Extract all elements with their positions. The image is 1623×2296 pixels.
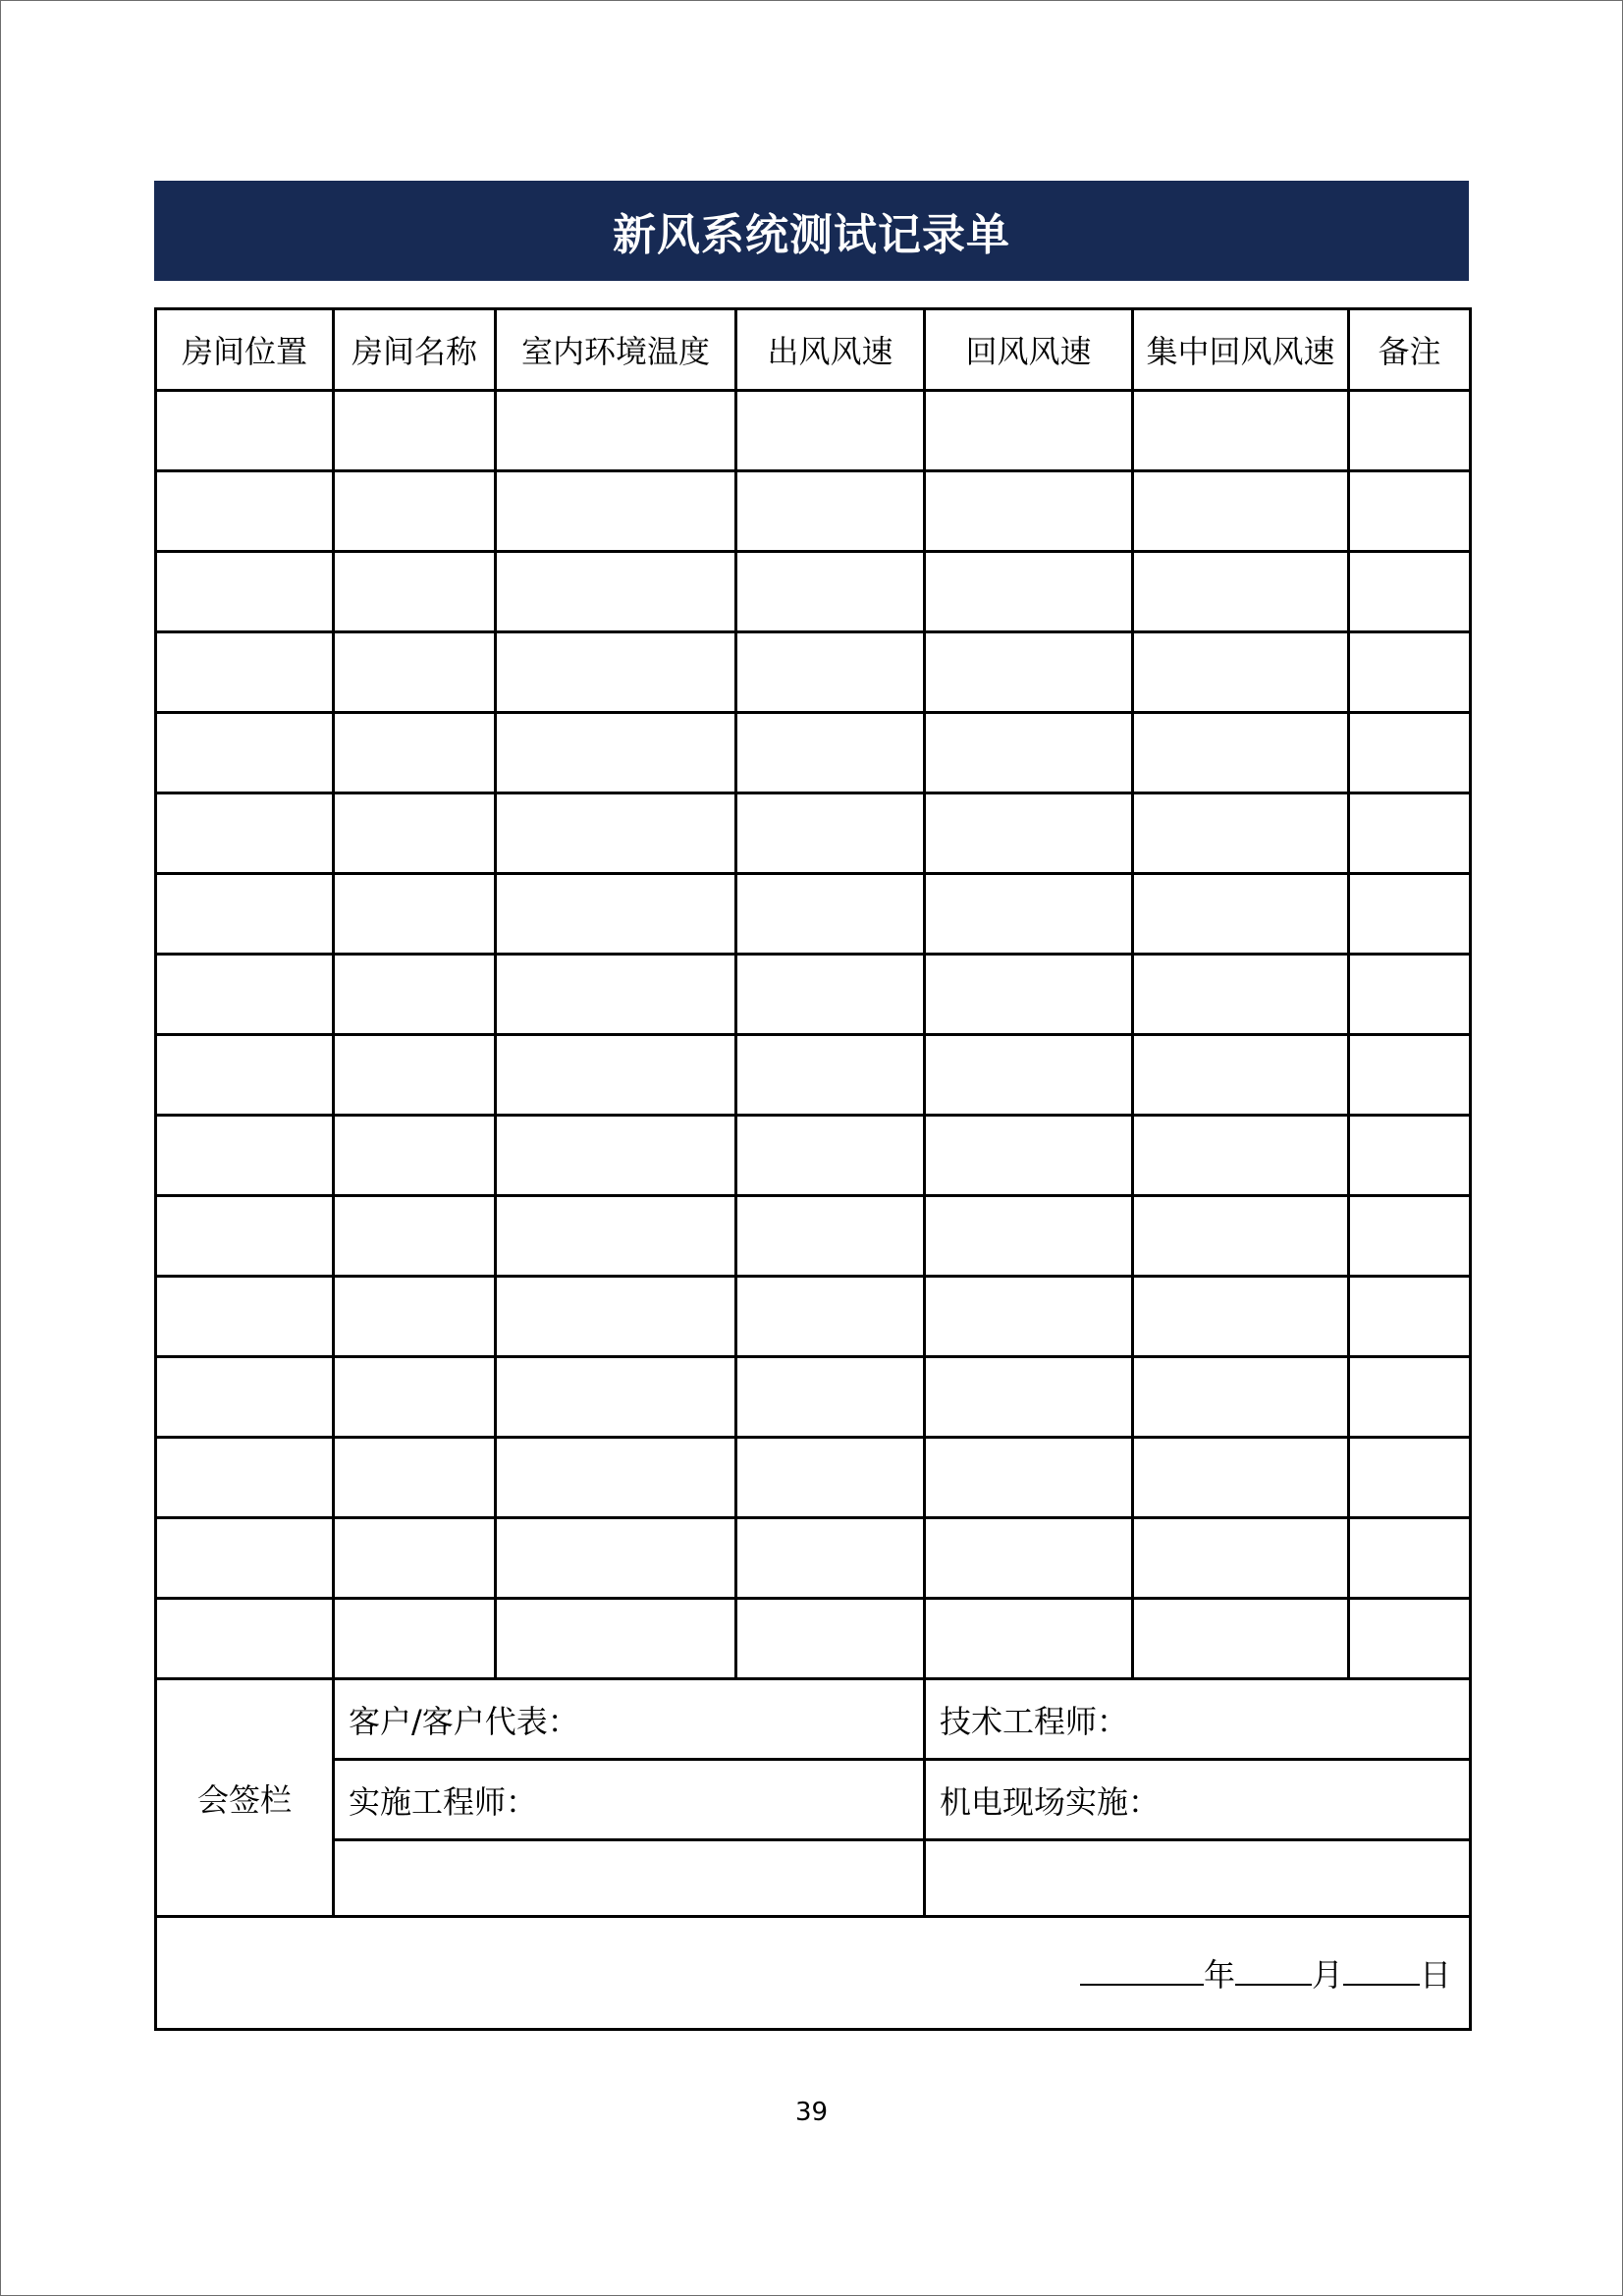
table-cell-return-air-speed[interactable] [925, 1035, 1133, 1116]
date-cell [156, 1917, 1471, 2030]
table-cell-room-name[interactable] [334, 955, 496, 1035]
table-cell-room-location[interactable] [156, 1196, 334, 1277]
table-row [156, 1035, 1471, 1116]
table-cell-room-name[interactable] [334, 552, 496, 632]
table-cell-room-name[interactable] [334, 1599, 496, 1679]
table-cell-supply-air-speed[interactable] [736, 793, 925, 874]
tech-engineer-signature-field[interactable]: 技术工程师： [925, 1679, 1471, 1760]
table-cell-indoor-temperature[interactable] [496, 1277, 736, 1357]
table-cell-indoor-temperature[interactable] [496, 955, 736, 1035]
table-cell-supply-air-speed[interactable] [736, 471, 925, 552]
table-row [156, 874, 1471, 955]
table-cell-room-location[interactable] [156, 793, 334, 874]
table-row [156, 391, 1471, 471]
document-title: 新风系统测试记录单 [613, 210, 1010, 260]
table-cell-central-return-air-speed[interactable] [1133, 1518, 1349, 1599]
header-row [156, 309, 1471, 391]
date-row [156, 1917, 1471, 2030]
table-cell-indoor-temperature[interactable] [496, 1035, 736, 1116]
title-banner [154, 181, 1469, 281]
table-cell-return-air-speed[interactable] [925, 391, 1133, 471]
day-blank[interactable] [1343, 1952, 1420, 1986]
table-row [156, 955, 1471, 1035]
table-cell-remarks[interactable] [1349, 1357, 1471, 1438]
table-cell-central-return-air-speed[interactable] [1133, 874, 1349, 955]
column-header-remarks: 备注 [1349, 309, 1471, 391]
table-cell-central-return-air-speed[interactable] [1133, 1357, 1349, 1438]
table-cell-central-return-air-speed[interactable] [1133, 955, 1349, 1035]
table-cell-indoor-temperature[interactable] [496, 391, 736, 471]
table-cell-supply-air-speed[interactable] [736, 391, 925, 471]
table-cell-remarks[interactable] [1349, 955, 1471, 1035]
table-cell-supply-air-speed[interactable] [736, 1599, 925, 1679]
signoff-row-2 [156, 1760, 1471, 1840]
table-cell-remarks[interactable] [1349, 1196, 1471, 1277]
table-cell-indoor-temperature[interactable] [496, 713, 736, 793]
table-cell-room-location[interactable] [156, 713, 334, 793]
table-cell-supply-air-speed[interactable] [736, 632, 925, 713]
table-row [156, 713, 1471, 793]
table-cell-room-location[interactable] [156, 1116, 334, 1196]
table-row [156, 632, 1471, 713]
table-cell-central-return-air-speed[interactable] [1133, 1196, 1349, 1277]
table-row [156, 1277, 1471, 1357]
table-cell-return-air-speed[interactable] [925, 552, 1133, 632]
table-cell-central-return-air-speed[interactable] [1133, 471, 1349, 552]
table-cell-return-air-speed[interactable] [925, 1438, 1133, 1518]
table-cell-remarks[interactable] [1349, 632, 1471, 713]
table-cell-indoor-temperature[interactable] [496, 793, 736, 874]
signoff-label: 会签栏 [156, 1679, 334, 1917]
table-row [156, 552, 1471, 632]
table-cell-room-name[interactable] [334, 1196, 496, 1277]
table-cell-return-air-speed[interactable] [925, 955, 1133, 1035]
table-cell-remarks[interactable] [1349, 1277, 1471, 1357]
table-cell-central-return-air-speed[interactable] [1133, 1116, 1349, 1196]
column-header-indoor-temperature: 室内环境温度 [496, 309, 736, 391]
table-cell-central-return-air-speed[interactable] [1133, 391, 1349, 471]
table-cell-room-location[interactable] [156, 391, 334, 471]
table-cell-room-location[interactable] [156, 955, 334, 1035]
day-label: 日 [1419, 1956, 1451, 1994]
table-cell-room-name[interactable] [334, 1116, 496, 1196]
table-cell-supply-air-speed[interactable] [736, 552, 925, 632]
implementation-engineer-signature-field[interactable]: 实施工程师： [334, 1760, 925, 1840]
table-cell-remarks[interactable] [1349, 1035, 1471, 1116]
table-cell-room-location[interactable] [156, 552, 334, 632]
table-cell-indoor-temperature[interactable] [496, 552, 736, 632]
column-header-central-return-air-speed: 集中回风风速 [1133, 309, 1349, 391]
table-cell-return-air-speed[interactable] [925, 1599, 1133, 1679]
table-row [156, 1116, 1471, 1196]
table-cell-indoor-temperature[interactable] [496, 632, 736, 713]
customer-signature-field[interactable]: 客户/客户代表： [334, 1679, 925, 1760]
table-cell-remarks[interactable] [1349, 793, 1471, 874]
table-cell-room-location[interactable] [156, 874, 334, 955]
table-cell-central-return-air-speed[interactable] [1133, 1438, 1349, 1518]
table-row [156, 1438, 1471, 1518]
signoff-blank-left[interactable] [334, 1840, 925, 1917]
table-cell-remarks[interactable] [1349, 391, 1471, 471]
table-cell-central-return-air-speed[interactable] [1133, 1035, 1349, 1116]
table-cell-remarks[interactable] [1349, 1116, 1471, 1196]
column-header-room-name: 房间名称 [334, 309, 496, 391]
month-blank[interactable] [1235, 1952, 1312, 1986]
column-header-supply-air-speed: 出风风速 [736, 309, 925, 391]
table-cell-indoor-temperature[interactable] [496, 1116, 736, 1196]
table-cell-central-return-air-speed[interactable] [1133, 1277, 1349, 1357]
table-cell-room-location[interactable] [156, 471, 334, 552]
data-rows [156, 391, 1471, 1679]
table-row [156, 1599, 1471, 1679]
table-cell-room-name[interactable] [334, 793, 496, 874]
table-cell-indoor-temperature[interactable] [496, 1518, 736, 1599]
table-cell-room-name[interactable] [334, 632, 496, 713]
table-cell-room-name[interactable] [334, 1438, 496, 1518]
table-cell-return-air-speed[interactable] [925, 632, 1133, 713]
table-cell-supply-air-speed[interactable] [736, 1277, 925, 1357]
table-cell-remarks[interactable] [1349, 1438, 1471, 1518]
table-cell-room-location[interactable] [156, 1438, 334, 1518]
signoff-row-1 [156, 1679, 1471, 1760]
table-cell-remarks[interactable] [1349, 471, 1471, 552]
table-cell-return-air-speed[interactable] [925, 1196, 1133, 1277]
table-cell-return-air-speed[interactable] [925, 1357, 1133, 1438]
column-header-room-location: 房间位置 [156, 309, 334, 391]
table-cell-remarks[interactable] [1349, 1599, 1471, 1679]
table-cell-central-return-air-speed[interactable] [1133, 632, 1349, 713]
table-cell-room-location[interactable] [156, 1277, 334, 1357]
table-row [156, 1357, 1471, 1438]
page-number: 39 [794, 2098, 829, 2127]
table-row [156, 1518, 1471, 1599]
year-label: 年 [1203, 1956, 1235, 1994]
table-cell-supply-air-speed[interactable] [736, 955, 925, 1035]
table-cell-supply-air-speed[interactable] [736, 1116, 925, 1196]
mep-site-signature-field[interactable]: 机电现场实施： [925, 1760, 1471, 1840]
table-cell-supply-air-speed[interactable] [736, 1438, 925, 1518]
year-blank[interactable] [1080, 1952, 1204, 1986]
table-cell-central-return-air-speed[interactable] [1133, 1599, 1349, 1679]
table-cell-indoor-temperature[interactable] [496, 1196, 736, 1277]
table-cell-return-air-speed[interactable] [925, 1277, 1133, 1357]
table-cell-return-air-speed[interactable] [925, 1518, 1133, 1599]
table-cell-room-name[interactable] [334, 1357, 496, 1438]
test-record-table [154, 307, 1472, 2031]
signoff-blank-right[interactable] [925, 1840, 1471, 1917]
table-cell-supply-air-speed[interactable] [736, 1035, 925, 1116]
table-cell-indoor-temperature[interactable] [496, 1438, 736, 1518]
table-cell-central-return-air-speed[interactable] [1133, 793, 1349, 874]
table-cell-room-name[interactable] [334, 1518, 496, 1599]
table-cell-room-location[interactable] [156, 1357, 334, 1438]
table-cell-room-location[interactable] [156, 1518, 334, 1599]
table-cell-return-air-speed[interactable] [925, 713, 1133, 793]
table-cell-supply-air-speed[interactable] [736, 1196, 925, 1277]
table-cell-room-name[interactable] [334, 1035, 496, 1116]
table-cell-supply-air-speed[interactable] [736, 1357, 925, 1438]
column-header-return-air-speed: 回风风速 [925, 309, 1133, 391]
table-cell-remarks[interactable] [1349, 552, 1471, 632]
table-cell-supply-air-speed[interactable] [736, 1518, 925, 1599]
table-cell-indoor-temperature[interactable] [496, 874, 736, 955]
table-cell-indoor-temperature[interactable] [496, 1357, 736, 1438]
table-cell-return-air-speed[interactable] [925, 874, 1133, 955]
table-cell-indoor-temperature[interactable] [496, 1599, 736, 1679]
table-cell-room-name[interactable] [334, 471, 496, 552]
table-cell-room-name[interactable] [334, 391, 496, 471]
table-cell-return-air-speed[interactable] [925, 471, 1133, 552]
table-cell-supply-air-speed[interactable] [736, 874, 925, 955]
table-row [156, 471, 1471, 552]
table-cell-room-location[interactable] [156, 632, 334, 713]
table-cell-return-air-speed[interactable] [925, 793, 1133, 874]
table-cell-remarks[interactable] [1349, 1518, 1471, 1599]
table-cell-supply-air-speed[interactable] [736, 713, 925, 793]
signoff-row-3 [156, 1840, 1471, 1917]
table-cell-central-return-air-speed[interactable] [1133, 713, 1349, 793]
table-cell-room-name[interactable] [334, 874, 496, 955]
month-label: 月 [1311, 1956, 1343, 1994]
table-cell-room-name[interactable] [334, 713, 496, 793]
table-cell-return-air-speed[interactable] [925, 1116, 1133, 1196]
table-cell-indoor-temperature[interactable] [496, 471, 736, 552]
table-cell-remarks[interactable] [1349, 713, 1471, 793]
table-cell-room-location[interactable] [156, 1599, 334, 1679]
table-cell-room-name[interactable] [334, 1277, 496, 1357]
table-cell-room-location[interactable] [156, 1035, 334, 1116]
table-cell-central-return-air-speed[interactable] [1133, 552, 1349, 632]
table-row [156, 793, 1471, 874]
table-cell-remarks[interactable] [1349, 874, 1471, 955]
table-row [156, 1196, 1471, 1277]
